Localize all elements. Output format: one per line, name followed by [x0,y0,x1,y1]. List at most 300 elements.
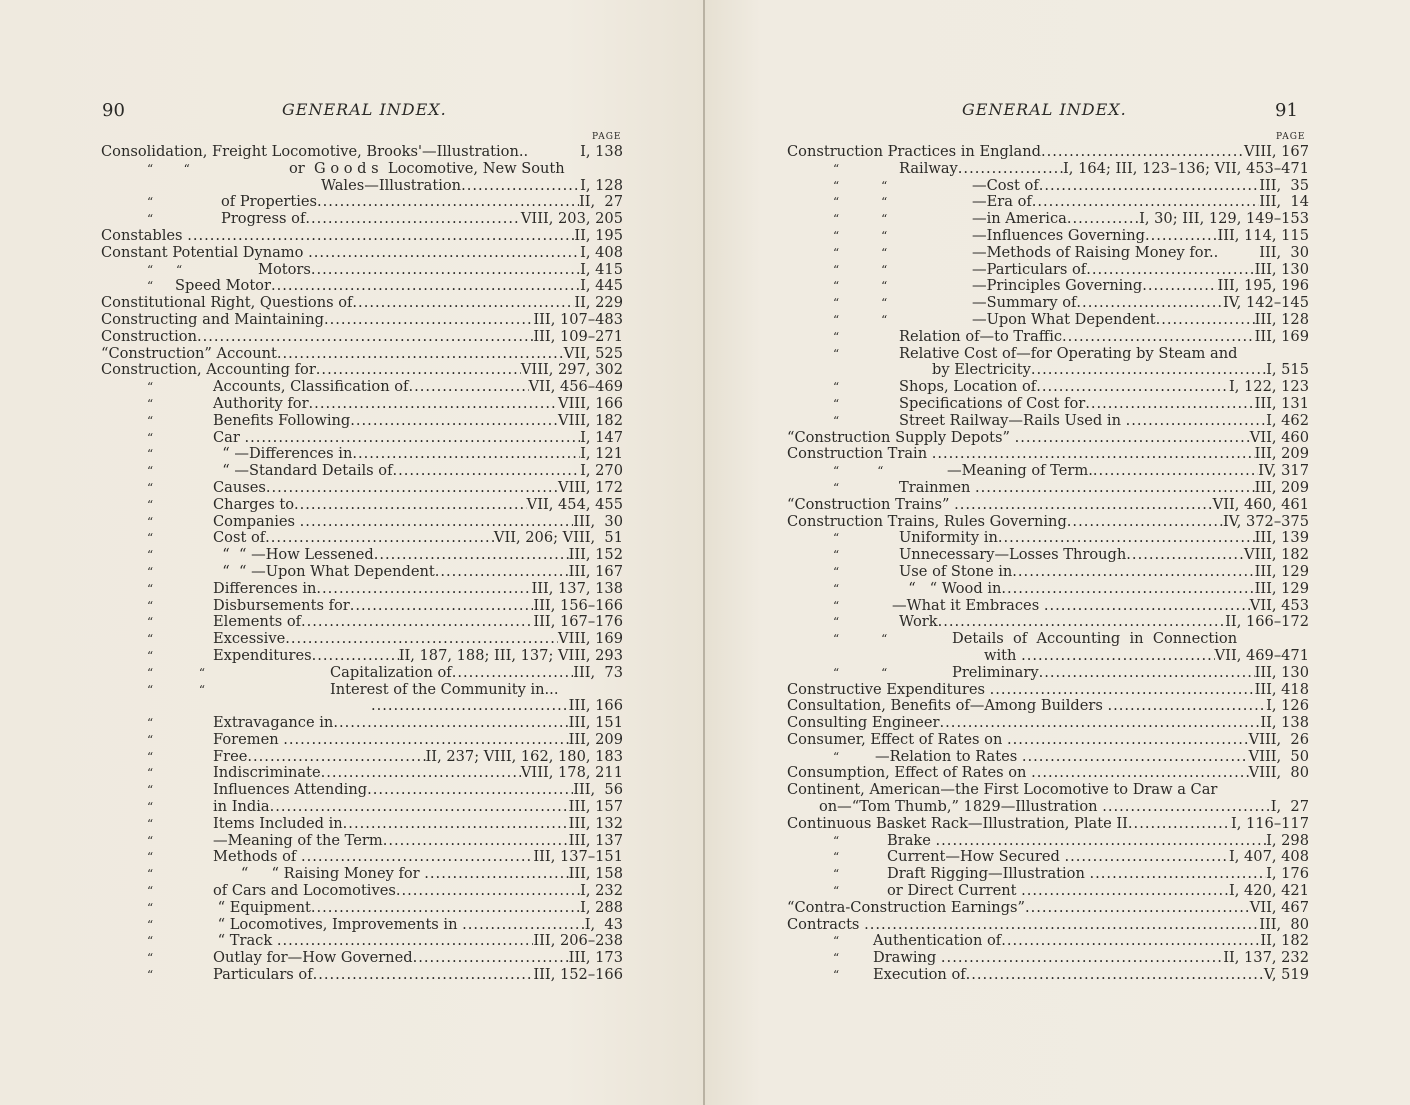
leader-dots [1093,463,1258,480]
entry-text: Benefits Following [213,411,351,429]
ditto-mark: “ [147,413,154,428]
leader-dots [301,614,533,631]
ditto-mark: “ [833,867,840,882]
entry-reference: VIII, 182 [558,411,623,429]
index-entry [101,144,623,161]
index-entry [787,514,1309,531]
index-entry [787,816,1309,833]
leader-dots [343,816,569,833]
entry-reference: III, 114, 115 [1217,226,1309,244]
index-entry [101,278,623,295]
entry-reference: III, 152–166 [533,966,623,984]
entry-reference: I, 116–117 [1230,814,1309,832]
index-entry [787,463,1309,480]
index-entry [787,849,1309,866]
entry-text: Work [899,613,938,631]
index-entry [787,547,1309,564]
entry-reference: VII, 206; VIII, 51 [493,529,623,547]
entry-reference: VIII, 297, 302 [520,361,623,379]
entry-reference: VIII, 169 [558,630,623,648]
ditto-mark: “ “ [833,212,888,227]
entry-reference: VIII, 203, 205 [520,210,623,228]
leader-dots [565,161,623,178]
index-entry [787,665,1309,682]
entry-text: “ Locomotives, Improvements in [213,915,463,933]
ditto-mark: “ [147,212,154,227]
ditto-mark: “ [147,581,154,596]
entry-reference: I, 445 [580,277,623,295]
leader-dots [1001,933,1260,950]
leader-dots [1062,329,1255,346]
ditto-mark: “ “ [833,228,888,243]
index-entry [787,564,1309,581]
entry-reference: III, 173 [568,949,623,967]
entry-reference: III, 131 [1254,394,1309,412]
ditto-mark: “ [833,850,840,865]
entry-reference: III, 206–238 [533,932,623,950]
entry-reference: III, 166 [568,697,623,715]
leader-dots [294,497,527,514]
leader-dots [938,614,1226,631]
leader-dots [265,530,494,547]
leader-dots [1107,698,1266,715]
entry-reference: III, 128 [1254,310,1309,328]
entry-text: Consolidation, Freight Locomotive, Brooks'—Illustration.. [101,143,529,160]
leader-dots [396,883,580,900]
leader-dots [285,631,558,648]
entry-text: “ “ Raising Money for [213,865,425,883]
leader-dots [311,262,580,279]
leader-dots [316,581,531,598]
entry-reference: I, 138 [580,143,623,160]
entry-reference: VIII, 182 [1244,546,1309,564]
entry-reference: IV, 142–145 [1222,294,1309,312]
entry-reference: III, 158 [568,865,623,883]
entry-text: Brake [887,831,936,849]
index-entry [787,161,1309,178]
entry-text: “ “ Wood in [899,579,1002,597]
index-entry [787,967,1309,984]
index-entry [787,833,1309,850]
entry-reference: III, 129 [1254,579,1309,597]
index-entry [787,346,1309,363]
index-entry [101,782,623,799]
ditto-mark: “ [833,934,840,949]
entry-text [101,698,371,715]
entry-reference: III, 73 [573,663,623,681]
index-entry [787,312,1309,329]
leader-dots [1021,883,1229,900]
leader-dots [1032,194,1259,211]
entry-text: Trainmen [899,478,975,496]
entry-reference: III, 80 [1259,915,1309,933]
index-entry [787,900,1309,917]
index-entry [101,665,623,682]
index-entry [787,581,1309,598]
index-entry [787,497,1309,514]
page-column-label: PAGE [1276,132,1306,142]
index-entry [787,446,1309,463]
page-number: 91 [1275,100,1298,121]
entry-text: Details of Accounting in Connection [952,630,1238,648]
index-entry [787,917,1309,934]
index-entry [787,362,1309,379]
leader-dots [1007,732,1249,749]
leader-dots [941,950,1223,967]
entry-reference: III, 56 [573,781,623,799]
entry-reference: IV, 372–375 [1222,512,1309,530]
leader-dots [954,497,1213,514]
running-title: GENERAL INDEX. [282,100,447,119]
ditto-mark: “ [833,615,840,630]
leader-dots [187,228,574,245]
ditto-mark: “ [833,884,840,899]
leader-dots [371,698,569,715]
leader-dots [1067,211,1139,228]
entry-text: “ “ —Upon What Dependent [213,562,435,580]
index-entry [101,413,623,430]
index-entry [101,245,623,262]
ditto-mark: “ [147,716,154,731]
entry-reference: III, 151 [568,714,623,732]
entry-text: —Meaning of the Term [213,831,383,849]
entry-reference: III, 35 [1259,176,1309,194]
index-entry [101,598,623,615]
entry-reference: III, 130 [1254,663,1309,681]
leader-dots [1001,581,1254,598]
entry-text: Relation of—to Traffic [899,327,1063,345]
index-entry [101,950,623,967]
page-number: 90 [102,100,125,121]
entry-text: “ “ —How Lessened [213,546,374,564]
index-entry [787,262,1309,279]
entry-text: Execution of [873,966,966,984]
entry-reference: III, 107–483 [533,310,623,328]
running-title: GENERAL INDEX. [962,100,1127,119]
leader-dots [305,211,521,228]
entry-reference: I, 176 [1266,865,1309,883]
ditto-mark: “ “ [147,665,206,680]
ditto-mark: “ “ [833,632,888,647]
entry-text: Constant Potential Dynamo [101,243,309,261]
entry-text: Authentication of [873,932,1002,950]
leader-dots [1064,849,1229,866]
entry-text: Construction Trains, Rules Governing [787,512,1067,530]
entry-text: on—“Tom Thumb,” 1829—Illustration [819,798,1103,816]
leader-dots [1022,749,1249,766]
index-entry [787,329,1309,346]
leader-dots [1039,665,1255,682]
index-entry [101,228,623,245]
leader-dots [936,833,1267,850]
entry-text: Consumption, Effect of Rates on [787,764,1032,782]
index-entry [101,648,623,665]
index-entry [787,732,1309,749]
entry-reference: II, 237; VIII, 162, 180, 183 [425,747,623,765]
entry-reference: I, 164; III, 123–136; VII, 453–471 [1063,159,1309,177]
entry-text: Causes [213,478,266,496]
ditto-mark: “ [147,900,154,915]
index-entry [787,430,1309,447]
leader-dots [1025,900,1250,917]
leader-dots [1156,312,1255,329]
leader-dots [277,346,564,363]
index-entry [787,530,1309,547]
index-entry [101,799,623,816]
entry-reference: I, 128 [580,176,623,194]
index-entry [101,883,623,900]
entry-text: —Upon What Dependent [972,310,1156,328]
entry-text: Differences in [213,579,317,597]
leader-dots [1021,648,1215,665]
index-entry [787,396,1309,413]
entry-text: or Direct Current [887,882,1022,900]
index-entry [101,917,623,934]
ditto-mark: “ [147,850,154,865]
ditto-mark: “ [833,329,840,344]
entry-reference: III, 130 [1254,260,1309,278]
entry-text: of Properties [221,193,318,211]
entry-reference: III, 137–151 [533,848,623,866]
entry-text: Progress of [221,210,306,228]
leader-dots [462,917,585,934]
entry-reference: II, 27 [578,193,623,211]
entry-text: Excessive [213,630,286,648]
entry-text: Car [213,428,245,446]
ditto-mark: “ “ [833,195,888,210]
index-entry [787,883,1309,900]
entry-reference: II, 229 [574,294,623,312]
entry-reference: I, 407, 408 [1228,848,1309,866]
ditto-mark: “ [833,564,840,579]
entry-text: —Particulars of [972,260,1087,278]
leader-dots [313,967,534,984]
leader-dots [975,480,1255,497]
leader-dots [1039,178,1259,195]
entry-text: Charges to [213,495,294,513]
leader-dots [393,463,581,480]
leader-dots [311,900,580,917]
ditto-mark: “ [147,447,154,462]
leader-dots [558,682,623,699]
index-entry [787,598,1309,615]
entry-text: Uniformity in [899,529,998,547]
leader-dots [1217,782,1309,799]
index-entry [101,581,623,598]
entry-text: Continent, American—the First Locomotive to Draw a Car [787,781,1218,799]
leader-dots [990,682,1255,699]
index-entry [787,950,1309,967]
entry-reference: I, 462 [1266,411,1309,429]
ditto-mark: “ [147,816,154,831]
leader-dots [197,329,533,346]
ditto-mark: “ [147,396,154,411]
leader-dots [1237,631,1309,648]
leader-dots [528,144,580,161]
entry-reference: VIII, 172 [558,478,623,496]
leader-dots [408,379,528,396]
leader-dots [1237,346,1309,363]
ditto-mark: “ [833,598,840,613]
entry-reference: VII, 453 [1249,596,1309,614]
index-entry [787,866,1309,883]
leader-dots [1031,765,1249,782]
index-entry [101,346,623,363]
ditto-mark: “ [833,413,840,428]
entry-text: —in America [972,210,1067,228]
leader-dots [270,799,569,816]
ditto-mark: “ [833,749,840,764]
ditto-mark: “ “ [833,312,888,327]
entry-text: Consulting Engineer [787,714,940,732]
leader-dots [247,749,425,766]
entry-text: “Construction Trains” [787,495,955,513]
entry-reference: II, 182 [1260,932,1309,950]
ditto-mark: “ [833,833,840,848]
entry-reference: VII, 456–469 [528,378,623,396]
entry-reference: I, 415 [580,260,623,278]
entry-reference: I, 420, 421 [1228,882,1309,900]
leader-dots [312,648,399,665]
entry-text: or G o o d s Locomotive, New South [289,159,565,177]
leader-dots [864,917,1259,934]
leader-dots [374,547,569,564]
entry-reference: III, 209 [1254,478,1309,496]
entry-reference: II, 195 [574,226,623,244]
leader-dots [1142,278,1217,295]
leader-dots [1085,396,1254,413]
index-entry [101,631,623,648]
index-entry [787,614,1309,631]
entry-reference: VII, 460 [1249,428,1309,446]
index-entry [101,715,623,732]
index-entry [787,144,1309,161]
entry-reference: V, 519 [1263,966,1309,984]
index-entry [101,900,623,917]
ditto-mark: “ [147,934,154,949]
leader-dots [350,598,534,615]
entry-reference: II, 138 [1260,714,1309,732]
index-entry [787,715,1309,732]
entry-text: Indiscriminate [213,764,321,782]
index-entry [101,379,623,396]
entry-reference: III, 109–271 [533,327,623,345]
index-entry [101,732,623,749]
entry-text: Interest of the Community in... [330,680,559,698]
leader-dots [1218,245,1259,262]
index-entry [787,295,1309,312]
leader-dots [244,430,580,447]
ditto-mark: “ [147,800,154,815]
entry-text: Expenditures [213,646,312,664]
entry-text: —Principles Governing [972,277,1143,295]
entry-reference: II, 187, 188; III, 137; VIII, 293 [398,646,623,664]
index-entry [787,194,1309,211]
leader-dots [367,782,573,799]
leader-dots [1126,413,1266,430]
entry-text: Disbursements for [213,596,350,614]
leader-dots [300,514,574,531]
entry-reference: III, 30 [573,512,623,530]
entry-text: Free [213,747,248,765]
entry-reference: II, 137, 232 [1223,949,1309,967]
entry-text: by Electricity [932,361,1031,379]
index-entry [787,682,1309,699]
index-entry [101,295,623,312]
entry-text: Constructive Expenditures [787,680,990,698]
ditto-mark: “ [147,632,154,647]
leader-dots [413,950,569,967]
leader-dots [321,765,521,782]
ditto-mark: “ [147,464,154,479]
ditto-mark: “ “ [833,296,888,311]
leader-dots [266,480,558,497]
page-column-label: PAGE [592,132,622,142]
entry-text: Companies [213,512,300,530]
index-entry [101,765,623,782]
index-entries [101,144,623,984]
index-entry [101,178,623,195]
index-entry [101,463,623,480]
entry-reference: III, 129 [1254,562,1309,580]
ditto-mark: “ “ [833,279,888,294]
entry-text: Particulars of [213,966,313,984]
left-page [0,0,704,1105]
index-entry [787,211,1309,228]
ditto-mark: “ “ [147,682,206,697]
ditto-mark: “ [147,279,154,294]
index-entry [101,446,623,463]
index-entry [787,749,1309,766]
index-entry [101,430,623,447]
entry-text: “ —Standard Details of [213,462,393,480]
leader-dots [1076,295,1223,312]
ditto-mark: “ [147,380,154,395]
entry-reference: III, 209 [1254,445,1309,463]
entry-text: Capitalization of [330,663,452,681]
ditto-mark: “ “ [833,178,888,193]
entry-reference: III, 14 [1259,193,1309,211]
entry-reference: VIII, 80 [1248,764,1309,782]
entry-reference: I, 232 [580,882,623,900]
ditto-mark: “ [147,951,154,966]
ditto-mark: “ [147,548,154,563]
ditto-mark: “ [147,783,154,798]
entry-reference: III, 157 [568,798,623,816]
ditto-mark: “ “ [833,245,888,260]
leader-dots [1067,514,1223,531]
index-entry [787,228,1309,245]
entry-reference: I, 147 [580,428,623,446]
leader-dots [461,178,580,195]
entry-text: Consultation, Benefits of—Among Builders [787,697,1108,715]
leader-dots [283,732,568,749]
index-entry [101,480,623,497]
entry-reference: III, 30 [1259,243,1309,261]
leader-dots [1044,598,1250,615]
index-entry [101,614,623,631]
leader-dots [1036,379,1229,396]
ditto-mark: “ [833,581,840,596]
leader-dots [940,715,1261,732]
index-entry [787,245,1309,262]
ditto-mark: “ “ [147,161,190,176]
ditto-mark: “ [147,766,154,781]
entry-text: Construction [101,327,197,345]
entry-text: —Summary of [972,294,1077,312]
entry-reference: I, 270 [580,462,623,480]
index-entry [101,749,623,766]
